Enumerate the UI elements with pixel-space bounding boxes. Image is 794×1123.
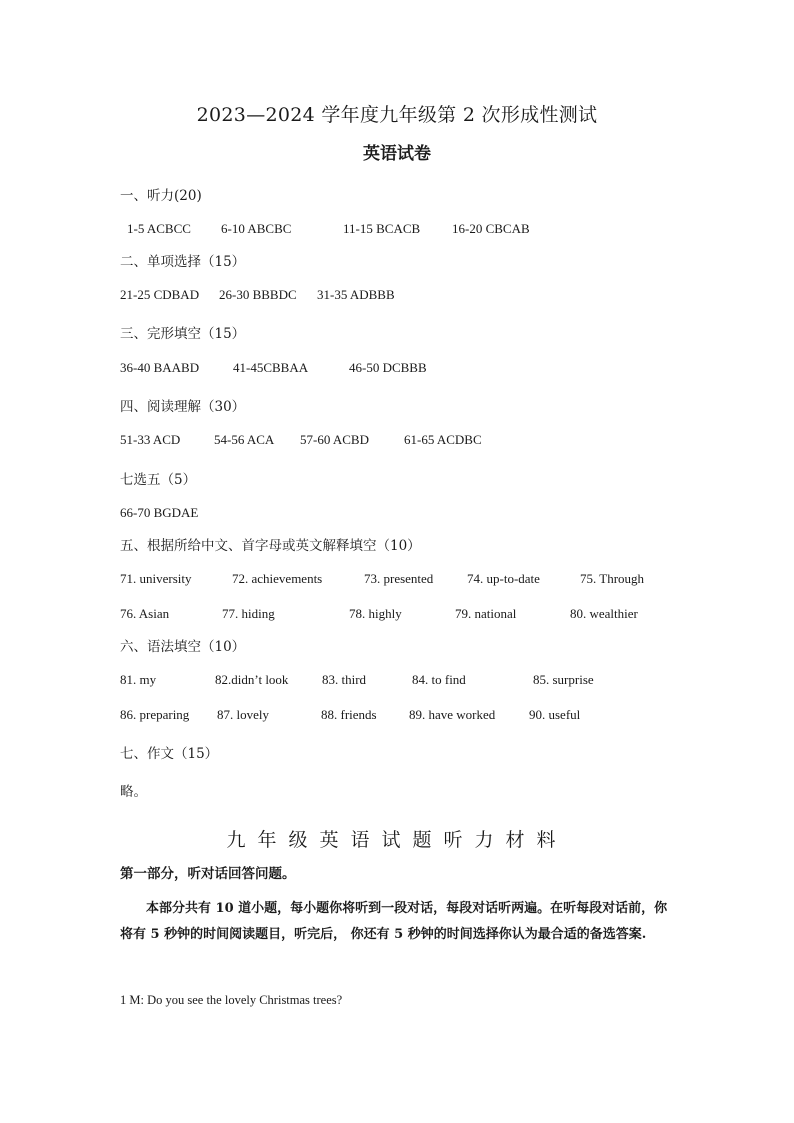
answer-item: 84. to find <box>412 672 466 687</box>
answer-item: 72. achievements <box>232 571 323 586</box>
answer-item: 79. national <box>455 606 517 621</box>
answer-item: 82.didn’t look <box>215 672 289 687</box>
answer-group: 11-15 BCACB <box>343 221 421 236</box>
answer-item: 71. university <box>120 571 192 586</box>
listening-material-title: 九年级英语试题听力材料 <box>226 829 568 851</box>
answer-group: 21-25 CDBAD <box>120 287 200 302</box>
section-reading: 四、阅读理解（30） <box>120 399 246 415</box>
answer-item: 88. friends <box>321 707 377 722</box>
answer-group: 36-40 BAABD <box>120 360 200 375</box>
answer-group: 1-5 ACBCC <box>127 221 191 236</box>
page-subtitle: 英语试卷 <box>363 144 431 164</box>
instructions-paragraph: 本部分共有 10 道小题，每小题你将听到一段对话，每段对话听两遍。在听每段对话前，你将有 5 秒钟的时间阅读题目，听完后， 你还有 5 秒钟的时间选择你认为最合适的备选答案. <box>120 901 668 942</box>
part-one-heading: 第一部分，听对话回答问题。 <box>120 866 296 882</box>
answer-item: 85. surprise <box>533 672 594 687</box>
answer-group: 16-20 CBCAB <box>452 221 530 236</box>
section-writing: 七、作文（15） <box>120 746 219 762</box>
answer-item: 90. useful <box>529 707 581 722</box>
answer-group: 46-50 DCBBB <box>349 360 427 375</box>
section-seven-five: 七选五（5） <box>120 472 197 488</box>
page-title: 2023—2024 学年度九年级第 2 次形成性测试 <box>196 104 598 126</box>
writing-answer: 略。 <box>120 784 147 800</box>
answer-item: 89. have worked <box>409 707 496 722</box>
answer-item: 83. third <box>322 672 367 687</box>
answer-group: 51-33 ACD <box>120 432 181 447</box>
answer-item: 80. wealthier <box>570 606 638 621</box>
answer-item: 75. Through <box>580 571 645 586</box>
dialogue-line: 1 M: Do you see the lovely Christmas trees? <box>120 993 343 1007</box>
answer-item: 76. Asian <box>120 606 170 621</box>
answer-group: 26-30 BBBDC <box>219 287 297 302</box>
answer-group: 57-60 ACBD <box>300 432 369 447</box>
answer-item: 81. my <box>120 672 157 687</box>
answer-group: 61-65 ACDBC <box>404 432 482 447</box>
answer-group: 6-10 ABCBC <box>221 221 292 236</box>
section-grammar: 六、语法填空（10） <box>120 639 246 655</box>
answer-item: 78. highly <box>349 606 402 621</box>
answer-item: 74. up-to-date <box>467 571 540 586</box>
answer-item: 73. presented <box>364 571 434 586</box>
section-fill-in: 五、根据所给中文、首字母或英文解释填空（10） <box>120 538 421 554</box>
section-cloze: 三、完形填空（15） <box>120 326 246 342</box>
section-listening: 一、听力(20) <box>120 188 202 204</box>
answer-group: 54-56 ACA <box>214 432 275 447</box>
answer-item: 87. lovely <box>217 707 269 722</box>
section-single-choice: 二、单项选择（15） <box>120 254 246 270</box>
answer-group: 41-45CBBAA <box>233 360 309 375</box>
answer-group: 66-70 BGDAE <box>120 505 199 520</box>
answer-item: 77. hiding <box>222 606 275 621</box>
answer-group: 31-35 ADBBB <box>317 287 395 302</box>
answer-item: 86. preparing <box>120 707 190 722</box>
